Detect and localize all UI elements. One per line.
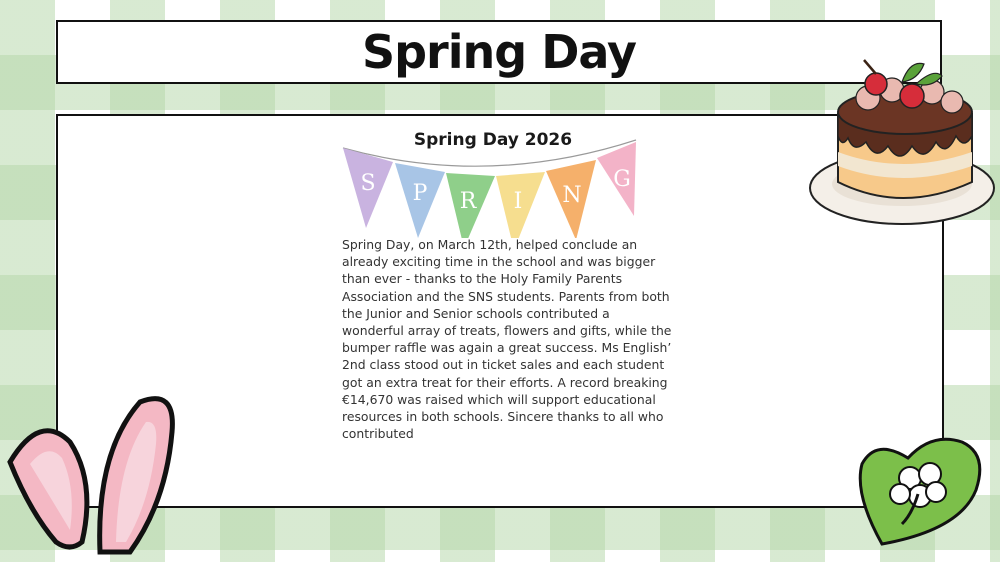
bunting-letter-i: I [513, 189, 523, 214]
article-title: Spring Day 2026 [413, 130, 573, 150]
cake-icon [806, 54, 1000, 230]
article-body: Spring Day, on March 12th, helped conclude an already exciting time in the school and was bigger than ever - thanks to the Holy Family Parents Association and the SNS students. Parents from both the Junior and Senior schools contributed a wonderful array of treats, flowers and gifts, while the bumper raffle was again a great success. Ms English’ 2nd class stood out in ticket sales and each student got an extra treat for their efforts. A record breaking €14,670 was raised which will support educational resources in both schools. Sincere thanks to all who contributed [342, 237, 672, 442]
page-title: Spring Day [362, 25, 636, 79]
bunting-letter-p: P [412, 181, 428, 206]
bunting-letter-s: S [360, 171, 376, 196]
bunny-ears-icon [0, 392, 180, 562]
bunting-letter-r: R [459, 189, 477, 214]
bunting-letter-g: G [613, 167, 631, 192]
spring-bunting-icon [338, 138, 638, 238]
shamrock-heart-icon [852, 434, 988, 556]
bunting-letter-n: N [562, 183, 582, 208]
